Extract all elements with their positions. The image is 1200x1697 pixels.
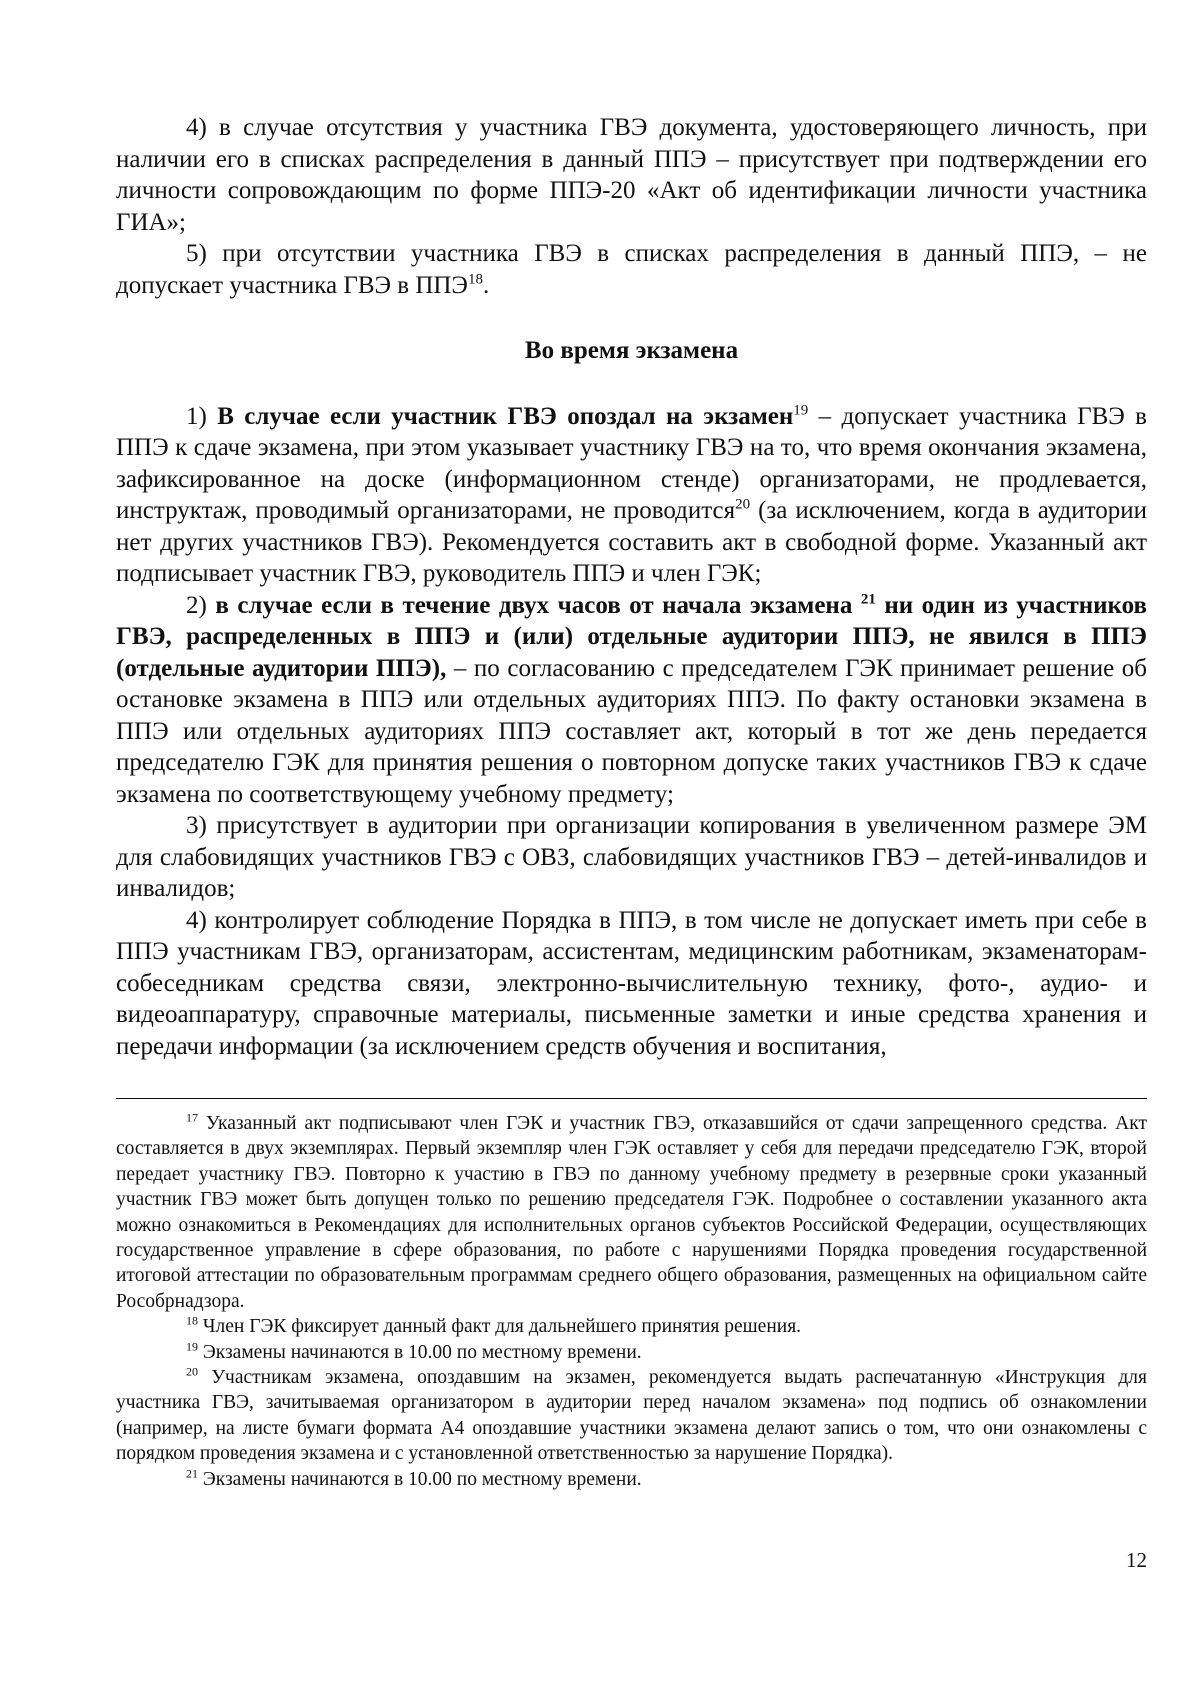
paragraph-text: 4) в случае отсутствия у участника ГВЭ документа, удостоверяющего личность, при наличии его в списках распределения в данный ППЭ – присутствует при подтверждении его личности сопровождающим по форме ППЭ-20 «Акт об идентификации личности участника ГИА»; [116,114,1147,236]
footnote-17 [116,1111,1147,1314]
paragraph-during-4 [116,905,1147,1063]
footnote-number: 21 [186,1466,198,1481]
footnote-21 [116,1467,1147,1492]
footnote-ref-20[interactable]: 20 [735,496,751,513]
paragraph-before-4 [116,112,1147,238]
footnote-number: 18 [186,1313,198,1328]
footnote-text: Указанный акт подписывают член ГЭК и участник ГВЭ, отказавшийся от сдачи запрещенного средства. Акт составляется в двух экземплярах. Первый экземпляр член ГЭК оставляет у себя для передачи председателю ГЭК, второй передает участнику ГВЭ. Повторно к участию в ГВЭ по данному учебному предмету в резервные сроки указанный участник ГВЭ может быть допущен только по решению председателя ГЭК. Подробнее о составлении указанного акта можно ознакомиться в Рекомендациях для исполнительных органов субъектов Российской Федерации, осуществляющих государственное управление в сфере образования, по работе с нарушениями Порядка проведения государственной итоговой аттестации по образовательным программам среднего общего образования, размещенных на официальном сайте Рособрнадзора. [116,1113,1147,1312]
footnote-text: Член ГЭК фиксирует данный факт для дальнейшего принятия решения. [198,1316,802,1338]
paragraph-during-3 [116,810,1147,905]
footnote-ref-21[interactable]: 21 [860,591,876,608]
paragraph-text: 4) контролирует соблюдение Порядка в ППЭ, в том числе не допускает иметь при себе в ППЭ участникам ГВЭ, организаторам, ассистентам, медицинским работникам, экзаменаторам-собеседникам средства связи, электронно-вычислительную технику, фото-, аудио- и видеоаппаратуру, справочные материалы, письменные заметки и иные средства хранения и передачи информации (за исключением средств обучения и воспитания, [116,906,1147,1060]
bold-text: ни один из участников ГВЭ, распределенных в ППЭ и (или) отдельные аудитории ППЭ, не явился в ППЭ (отдельные аудитории ППЭ), [116,591,1148,682]
paragraph-text: (за исключением, когда в аудитории нет других участников ГВЭ). Рекомендуется составить акт в свободной форме. Указанный акт подписывает участник ГВЭ, руководитель ППЭ и член ГЭК; [116,497,1147,587]
footnote-number: 20 [186,1364,198,1379]
paragraph-text: 3) присутствует в аудитории при организации копирования в увеличенном размере ЭМ для слабовидящих участников ГВЭ с ОВЗ, слабовидящих участников ГВЭ – детей-инвалидов и инвалидов; [116,812,1147,902]
footnote-number: 19 [186,1339,198,1354]
paragraph-during-1 [116,401,1147,590]
footnote-separator [116,1098,1147,1099]
footnote-ref-18[interactable]: 18 [467,271,483,288]
section-heading: Во время экзамена [524,337,739,364]
footnote-text: Экзамены начинаются в 10.00 по местному времени. [198,1341,642,1363]
page-number: 12 [1126,1548,1147,1572]
footnote-text: Участникам экзамена, опоздавшим на экзамен, рекомендуется выдать распечатанную «Инструкция для участника ГВЭ, зачитываемая организатором в аудитории перед началом экзамена» под подпись об ознакомлении (например, на листе бумаги формата А4 опоздавшие участники экзамена делают запись о том, что они ознакомлены с порядком проведения экзамена и с установленной ответственностью за нарушение Порядка). [116,1367,1147,1465]
paragraph-before-5 [116,238,1147,301]
bold-text: В случае если участник ГВЭ опоздал на экзамен [217,402,794,430]
footnote-ref-19[interactable]: 19 [793,402,809,419]
paragraph-text: – допускает участника ГВЭ в ППЭ к сдаче экзамена, при этом указывает участнику ГВЭ на то, что время окончания экзамена, зафиксированное на доске (информационном стенде) организаторами, не продлевается, инструктаж, проводимый организаторами, не проводится [116,402,1147,524]
item-number: 1) [186,402,218,430]
paragraph-end: . [482,271,490,299]
bold-text: в случае если в течение двух часов от начала экзамена [215,591,861,619]
footnotes [116,1111,1147,1492]
paragraph-text: – по согласованию с председателем ГЭК принимает решение об остановке экзамена в ППЭ или отдельных аудиториях ППЭ. По факту остановки экзамена в ППЭ или отдельных аудиториях ППЭ составляет акт, который в тот же день передается председателю ГЭК для принятия решения о повторном допуске таких участников ГВЭ к сдаче экзамена по соответствующему учебному предмету; [116,654,1148,808]
item-number: 2) [186,591,216,619]
footnote-18 [116,1314,1147,1339]
footnote-text: Экзамены начинаются в 10.00 по местному времени. [198,1468,642,1490]
footnote-20 [116,1365,1147,1467]
footnote-number: 17 [186,1110,198,1125]
footnote-19 [116,1340,1147,1365]
main-text [116,112,1147,1062]
paragraph-text: 5) при отсутствии участника ГВЭ в списках распределения в данный ППЭ, – не допускает участника ГВЭ в ППЭ [116,240,1147,299]
paragraph-during-2 [116,590,1147,811]
